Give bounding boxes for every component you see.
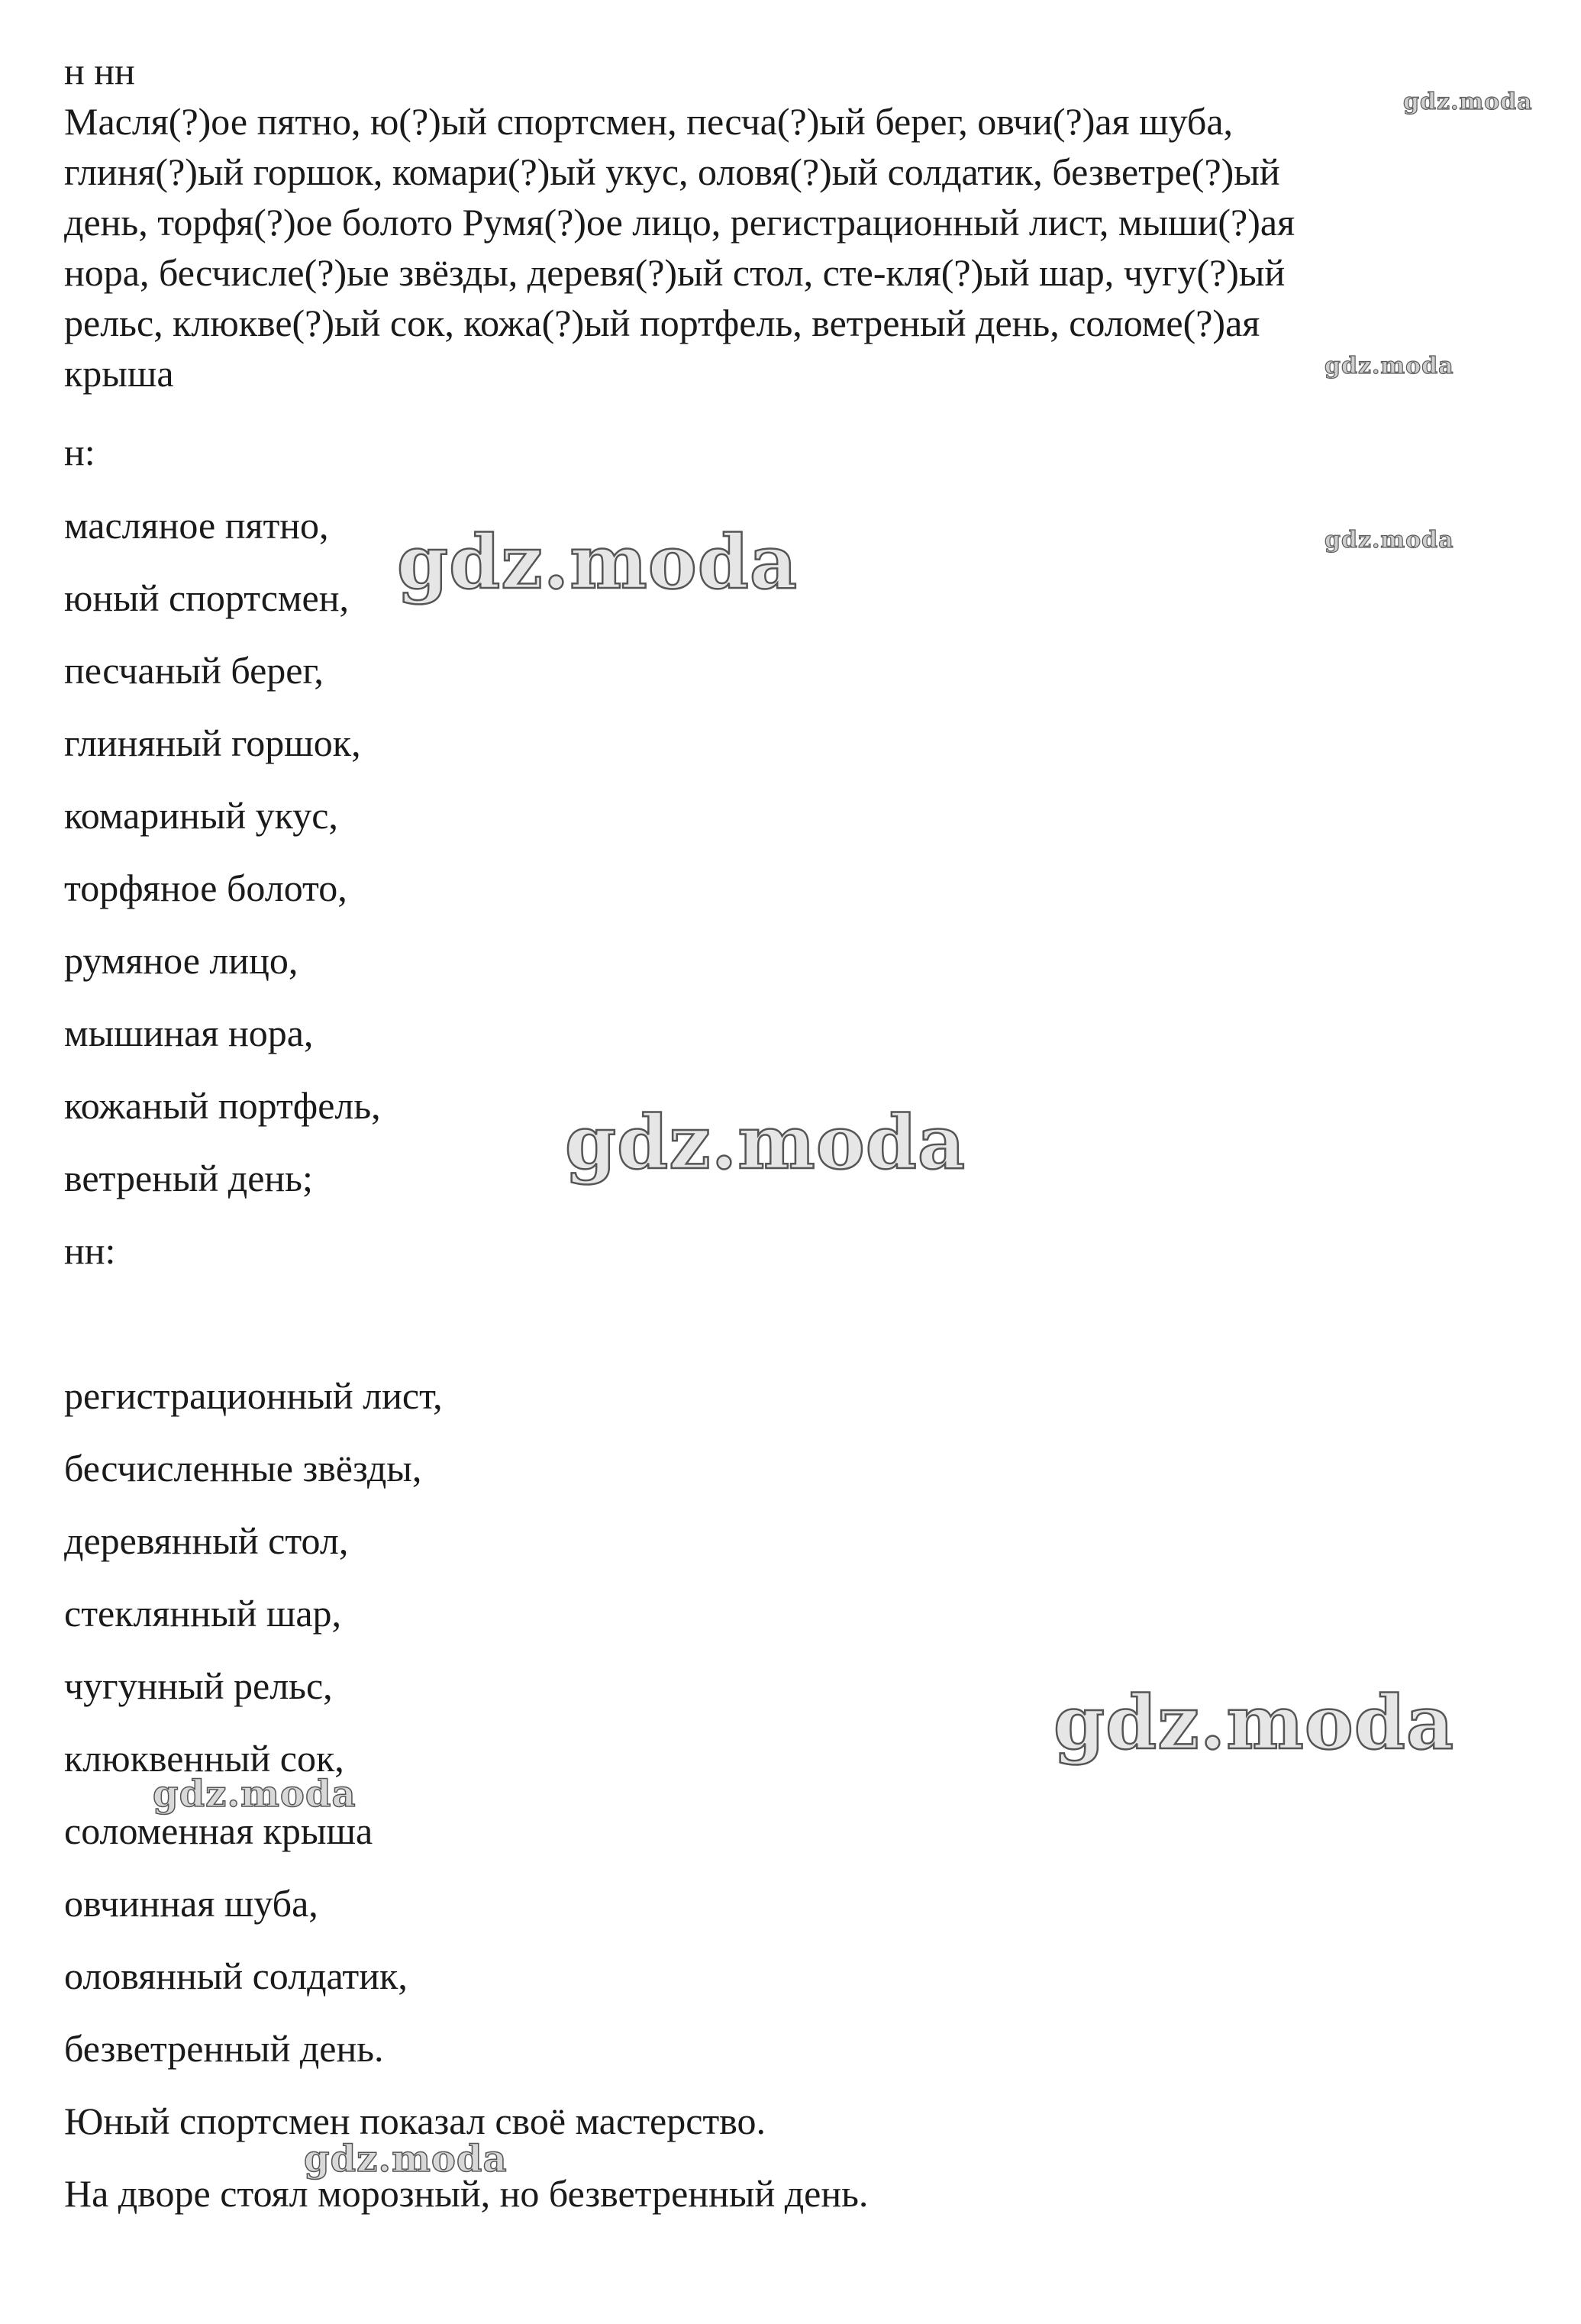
word-item: овчинная шуба, bbox=[64, 1882, 318, 1925]
task-line: день, торфя(?)ое болото Румя(?)ое лицо, регистрационный лист, мыши(?)ая bbox=[64, 201, 1295, 244]
word-item: глиняный горшок, bbox=[64, 721, 361, 764]
example-sentence: Юный спортсмен показал своё мастерство. bbox=[64, 2100, 766, 2142]
task-heading: н нн bbox=[64, 50, 135, 92]
word-item: масляное пятно, bbox=[64, 504, 329, 547]
task-text bbox=[64, 46, 1295, 399]
watermark-logo: gdz.moda bbox=[565, 1099, 966, 1186]
section-label-double-n: нн: bbox=[64, 1229, 116, 1272]
watermark-logo: gdz.moda bbox=[1324, 353, 1454, 379]
section-label-single-n: н: bbox=[64, 431, 95, 473]
task-line: крыша bbox=[64, 352, 174, 395]
word-item: деревянный стол, bbox=[64, 1519, 349, 1562]
example-sentence: На дворе стоял морозный, но безветренный день. bbox=[64, 2172, 869, 2215]
word-item: безветренный день. bbox=[64, 2027, 384, 2070]
word-item: кожаный портфель, bbox=[64, 1084, 381, 1127]
word-item: клюквенный сок, bbox=[64, 1737, 344, 1780]
word-item: юный спортсмен, bbox=[64, 576, 349, 619]
word-item: торфяное болото, bbox=[64, 867, 347, 909]
word-item: соломенная крыша bbox=[64, 1809, 373, 1852]
watermark-logo: gdz.moda bbox=[1403, 89, 1533, 115]
watermark-logo: gdz.moda bbox=[397, 519, 799, 605]
watermark-logo: gdz.moda bbox=[1053, 1680, 1455, 1766]
word-item: стеклянный шар, bbox=[64, 1592, 342, 1635]
word-item: регистрационный лист, bbox=[64, 1374, 443, 1417]
word-item: ветреный день; bbox=[64, 1157, 313, 1199]
watermark-logo: gdz.moda bbox=[304, 2138, 508, 2180]
word-item: комариный укус, bbox=[64, 794, 338, 837]
word-item: чугунный рельс, bbox=[64, 1664, 333, 1707]
word-item: песчаный берег, bbox=[64, 649, 324, 692]
word-item: оловянный солдатик, bbox=[64, 1954, 408, 1997]
word-item: бесчисленные звёзды, bbox=[64, 1447, 422, 1490]
watermark-logo: gdz.moda bbox=[153, 1773, 357, 1816]
task-line: рельс, клюкве(?)ый сок, кожа(?)ый портфель, ветреный день, соломе(?)ая bbox=[64, 302, 1260, 344]
task-line: глиня(?)ый горшок, комари(?)ый укус, оловя(?)ый солдатик, безветре(?)ый bbox=[64, 150, 1280, 193]
task-line: Масля(?)ое пятно, ю(?)ый спортсмен, песча(?)ый берег, овчи(?)ая шуба, bbox=[64, 100, 1234, 143]
word-item: румяное лицо, bbox=[64, 939, 298, 982]
task-line: нора, бесчисле(?)ые звёзды, деревя(?)ый стол, сте-кля(?)ый шар, чугу(?)ый bbox=[64, 251, 1286, 294]
word-item: мышиная нора, bbox=[64, 1012, 314, 1054]
watermark-logo: gdz.moda bbox=[1324, 527, 1454, 554]
